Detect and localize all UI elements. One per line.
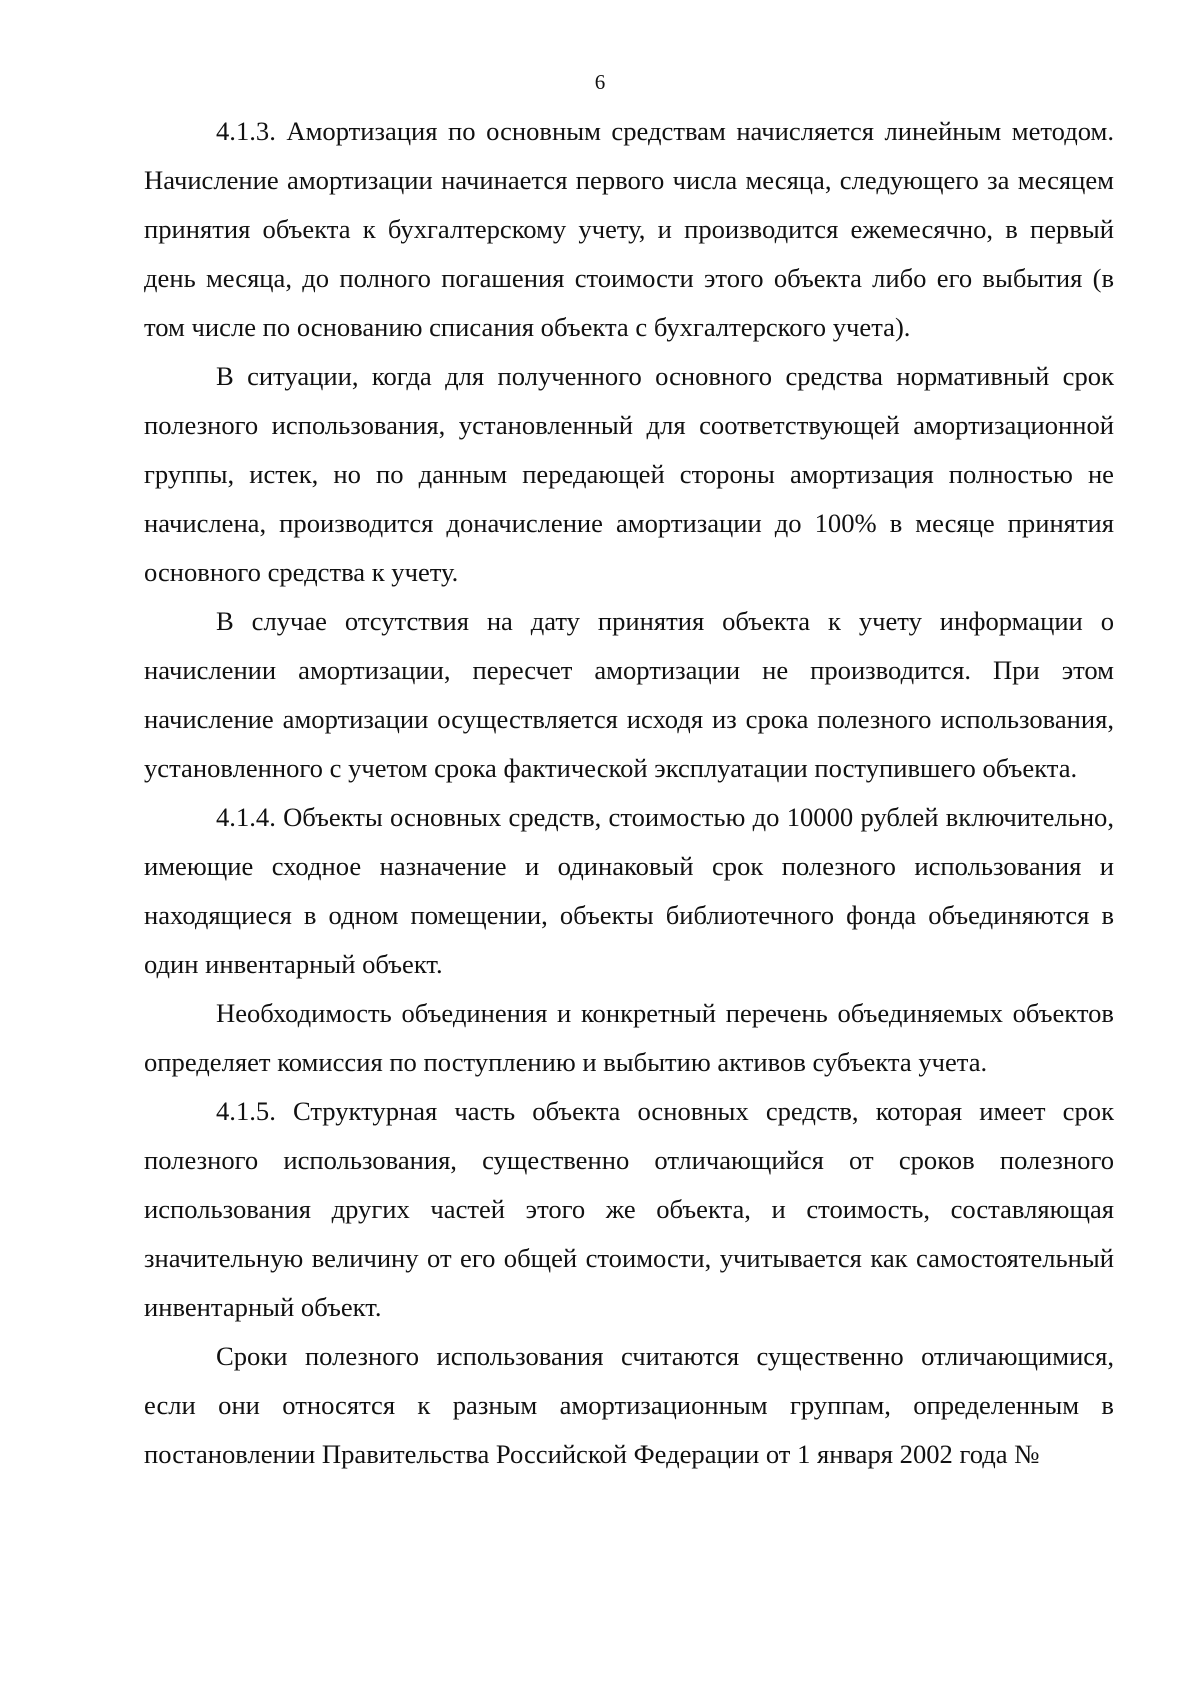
paragraph-useful-life: Сроки полезного использования считаются существенно отличающимися, если они относятся к разным амортизационным группам, определенным в постановлении Правительства Российской Федерации от 1 января 2002 года № (144, 1341, 1114, 1469)
paragraph-normative-term: В ситуации, когда для полученного основного средства нормативный срок полезного использования, установленный для соответствующей амортизационной группы, истек, но по данным передающей стороны амортизация полностью не начислена, производится доначисление амортизации до 100% в месяце принятия основного средства к учету. (144, 361, 1114, 587)
paragraph-4-1-3: 4.1.3. Амортизация по основным средствам начисляется линейным методом. Начисление амортизации начинается первого числа месяца, следующего за месяцем принятия объекта к бухгалтерскому учету, и производится ежемесячно, в первый день месяца, до полного погашения стоимости этого объекта либо его выбытия (в том числе по основанию списания объекта с бухгалтерского учета). (144, 116, 1114, 342)
paragraph-commission: Необходимость объединения и конкретный перечень объединяемых объектов определяет комиссия по поступлению и выбытию активов субъекта учета. (144, 998, 1114, 1077)
paragraph-4-1-5: 4.1.5. Структурная часть объекта основных средств, которая имеет срок полезного использования, существенно отличающийся от сроков полезного использования других частей этого же объекта, и стоимость, составляющая значительную величину от его общей стоимости, учитывается как самостоятельный инвентарный объект. (144, 1096, 1114, 1322)
page-number: 6 (594, 70, 606, 94)
paragraph-4-1-4: 4.1.4. Объекты основных средств, стоимостью до 10000 рублей включительно, имеющие сходное назначение и одинаковый срок полезного использования и находящиеся в одном помещении, объекты библиотечного фонда объединяются в один инвентарный объект. (144, 802, 1114, 979)
paragraph-no-depreciation-info: В случае отсутствия на дату принятия объекта к учету информации о начислении амортизации, пересчет амортизации не производится. При этом начисление амортизации осуществляется исходя из срока полезного использования, установленного с учетом срока фактической эксплуатации поступившего объекта. (144, 606, 1114, 783)
document-body (144, 107, 1114, 1479)
